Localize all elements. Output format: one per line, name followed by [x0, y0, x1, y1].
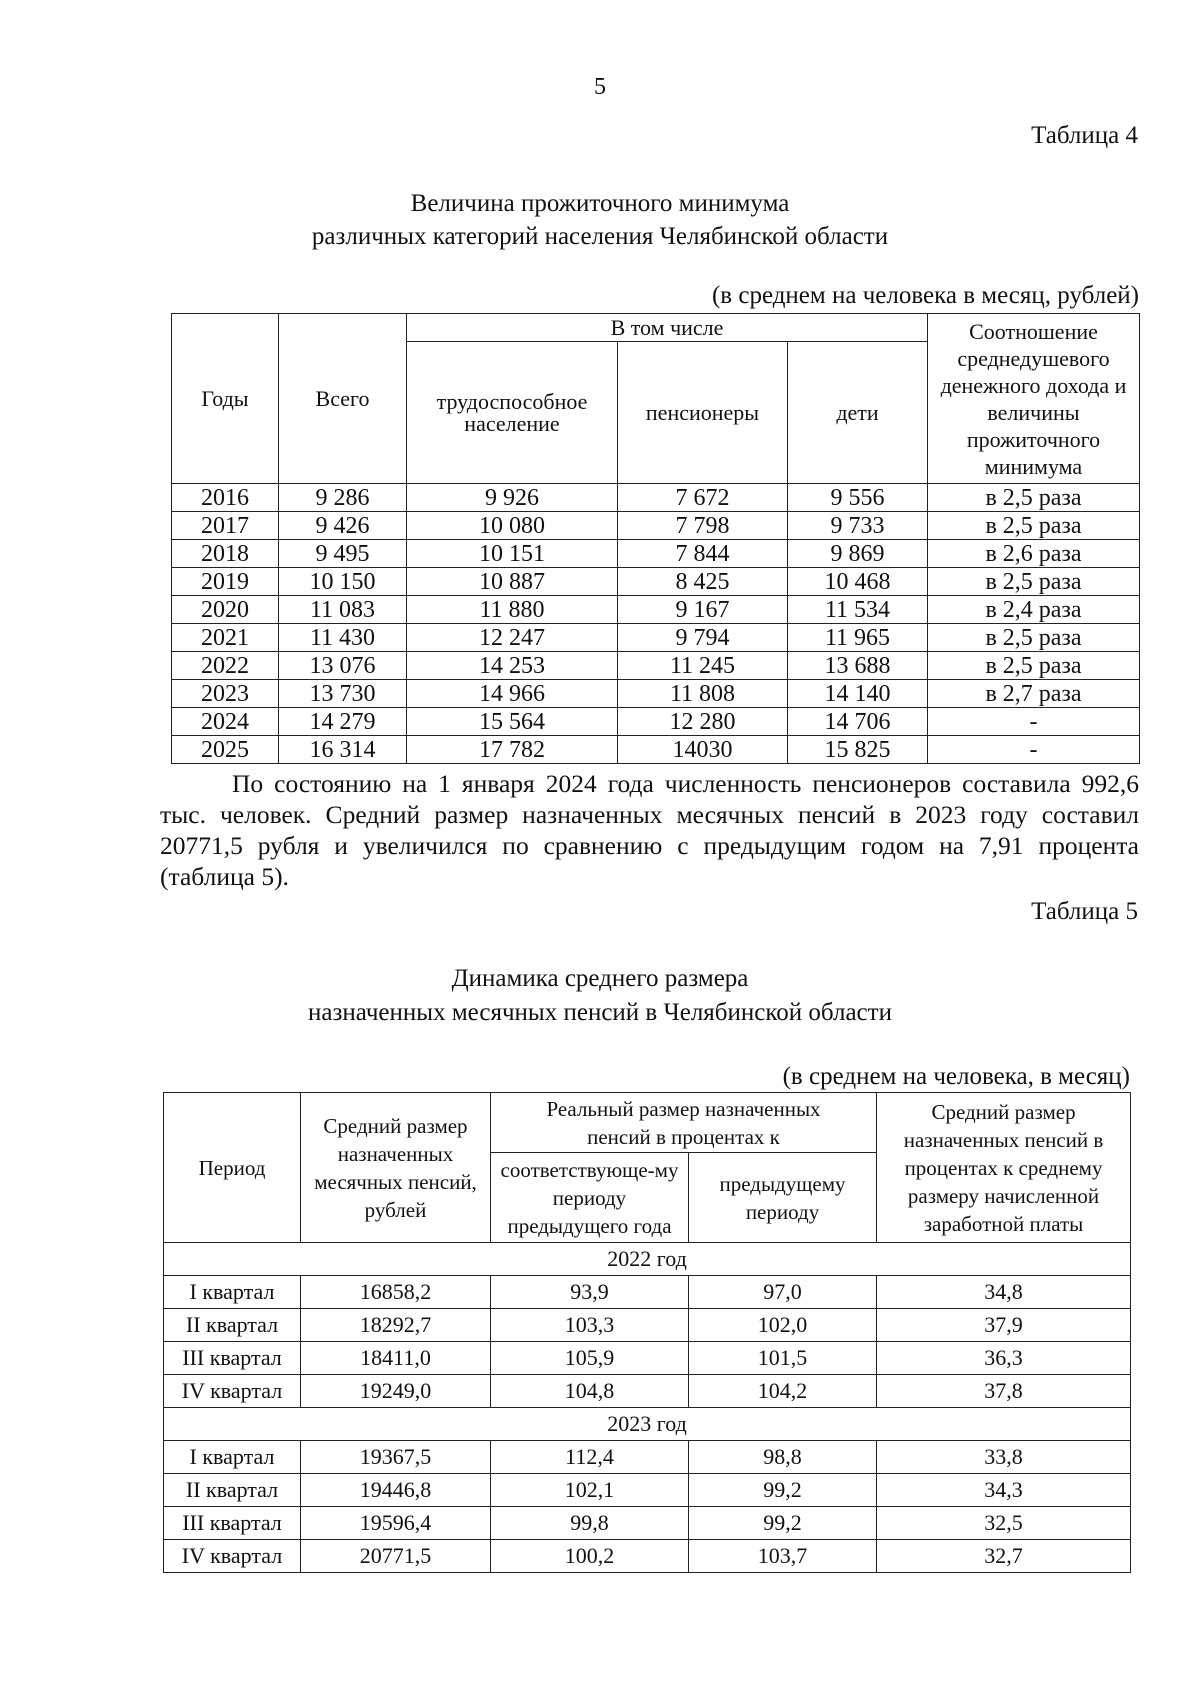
prev-period-cell: 103,7 — [689, 1540, 877, 1573]
period-cell: II квартал — [164, 1474, 301, 1507]
working-cell: 15 564 — [407, 708, 618, 736]
working-cell: 11 880 — [407, 596, 618, 624]
body-paragraph — [160, 768, 1139, 892]
prev-period-cell: 97,0 — [689, 1276, 877, 1309]
children-cell: 15 825 — [788, 736, 928, 764]
year-cell: 2022 — [172, 652, 279, 680]
working-cell: 9 926 — [407, 484, 618, 512]
ratio-cell: в 2,6 раза — [928, 540, 1140, 568]
salary-pct-cell: 36,3 — [877, 1342, 1131, 1375]
children-cell: 11 965 — [788, 624, 928, 652]
section-label: 2022 год — [164, 1243, 1131, 1276]
salary-pct-cell: 37,9 — [877, 1309, 1131, 1342]
year-cell: 2021 — [172, 624, 279, 652]
total-cell: 11 083 — [279, 596, 407, 624]
pensioners-cell: 8 425 — [618, 568, 788, 596]
same-period-cell: 103,3 — [491, 1309, 689, 1342]
ratio-cell: в 2,7 раза — [928, 680, 1140, 708]
salary-pct-cell: 34,3 — [877, 1474, 1131, 1507]
salary-pct-cell: 33,8 — [877, 1441, 1131, 1474]
same-period-cell: 93,9 — [491, 1276, 689, 1309]
pensioners-cell: 11 808 — [618, 680, 788, 708]
period-cell: IV квартал — [164, 1540, 301, 1573]
table-row — [164, 1375, 1131, 1408]
prev-period-cell: 102,0 — [689, 1309, 877, 1342]
period-cell: I квартал — [164, 1441, 301, 1474]
avg-cell: 18411,0 — [301, 1342, 491, 1375]
total-cell: 13 730 — [279, 680, 407, 708]
table4-header-working: трудоспособное население — [407, 342, 618, 484]
page-number: 5 — [594, 74, 606, 100]
total-cell: 9 426 — [279, 512, 407, 540]
avg-cell: 18292,7 — [301, 1309, 491, 1342]
salary-pct-cell: 34,8 — [877, 1276, 1131, 1309]
table4-header-ratio: Соотношение среднедушевого денежного дохода и величины прожиточного минимума — [928, 314, 1140, 484]
ratio-cell: в 2,5 раза — [928, 568, 1140, 596]
period-cell: II квартал — [164, 1309, 301, 1342]
table-row — [172, 484, 1140, 512]
table-row — [164, 1540, 1131, 1573]
prev-period-cell: 104,2 — [689, 1375, 877, 1408]
table5-header-avg-pension: Средний размер назначенных месячных пенсий, рублей — [301, 1093, 491, 1243]
table-row — [164, 1342, 1131, 1375]
children-cell: 9 869 — [788, 540, 928, 568]
table5-title-line2: назначенных месячных пенсий в Челябинской области — [308, 999, 892, 1026]
avg-cell: 19446,8 — [301, 1474, 491, 1507]
children-cell: 9 556 — [788, 484, 928, 512]
working-cell: 10 151 — [407, 540, 618, 568]
ratio-cell: - — [928, 736, 1140, 764]
table-row — [164, 1309, 1131, 1342]
children-cell: 13 688 — [788, 652, 928, 680]
total-cell: 9 495 — [279, 540, 407, 568]
children-cell: 10 468 — [788, 568, 928, 596]
table4-units: (в среднем на человека в месяц, рублей) — [711, 282, 1139, 309]
prev-period-cell: 98,8 — [689, 1441, 877, 1474]
children-cell: 9 733 — [788, 512, 928, 540]
table-row — [172, 708, 1140, 736]
children-cell: 11 534 — [788, 596, 928, 624]
table4-title-line1: Величина прожиточного минимума — [410, 190, 790, 217]
pensioners-cell: 7 798 — [618, 512, 788, 540]
children-cell: 14 706 — [788, 708, 928, 736]
pensioners-cell: 9 167 — [618, 596, 788, 624]
year-cell: 2023 — [172, 680, 279, 708]
same-period-cell: 104,8 — [491, 1375, 689, 1408]
table-row — [172, 736, 1140, 764]
total-cell: 11 430 — [279, 624, 407, 652]
table4-header-years: Годы — [172, 314, 279, 484]
table-row — [164, 1474, 1131, 1507]
year-cell: 2016 — [172, 484, 279, 512]
avg-cell: 16858,2 — [301, 1276, 491, 1309]
table5-header-prev-period: предыдущему периоду — [689, 1153, 877, 1243]
salary-pct-cell: 32,7 — [877, 1540, 1131, 1573]
table4-header-children: дети — [788, 342, 928, 484]
total-cell: 14 279 — [279, 708, 407, 736]
table-row — [164, 1507, 1131, 1540]
same-period-cell: 112,4 — [491, 1441, 689, 1474]
ratio-cell: в 2,4 раза — [928, 596, 1140, 624]
year-cell: 2020 — [172, 596, 279, 624]
avg-cell: 19367,5 — [301, 1441, 491, 1474]
pensioners-cell: 7 844 — [618, 540, 788, 568]
section-row — [164, 1243, 1131, 1276]
working-cell: 12 247 — [407, 624, 618, 652]
table5-header-pct-salary: Средний размер назначенных пенсий в процентах к среднему размеру начисленной заработной платы — [877, 1093, 1131, 1243]
total-cell: 13 076 — [279, 652, 407, 680]
total-cell: 10 150 — [279, 568, 407, 596]
ratio-cell: в 2,5 раза — [928, 484, 1140, 512]
pensioners-cell: 9 794 — [618, 624, 788, 652]
working-cell: 14 253 — [407, 652, 618, 680]
year-cell: 2025 — [172, 736, 279, 764]
year-cell: 2017 — [172, 512, 279, 540]
children-cell: 14 140 — [788, 680, 928, 708]
prev-period-cell: 99,2 — [689, 1474, 877, 1507]
table-row — [172, 652, 1140, 680]
year-cell: 2019 — [172, 568, 279, 596]
table-row — [164, 1276, 1131, 1309]
table5-header-period: Период — [164, 1093, 301, 1243]
avg-cell: 20771,5 — [301, 1540, 491, 1573]
ratio-cell: в 2,5 раза — [928, 512, 1140, 540]
year-cell: 2024 — [172, 708, 279, 736]
working-cell: 10 887 — [407, 568, 618, 596]
pensioners-cell: 11 245 — [618, 652, 788, 680]
ratio-cell: в 2,5 раза — [928, 624, 1140, 652]
table4-header-total: Всего — [279, 314, 407, 484]
table5-header-real-size: Реальный размер назначенных пенсий в процентах к — [491, 1093, 877, 1153]
table5-header-same-period: соответствующе-му периоду предыдущего года — [491, 1153, 689, 1243]
same-period-cell: 99,8 — [491, 1507, 689, 1540]
table-row — [172, 540, 1140, 568]
table-row — [172, 512, 1140, 540]
table-row — [164, 1441, 1131, 1474]
table-row — [172, 624, 1140, 652]
working-cell: 17 782 — [407, 736, 618, 764]
paragraph-text: По состоянию на 1 января 2024 года численность пенсионеров составила 992,6 тыс. человек. Средний размер назначенных месячных пенсий в 2023 году составил 20771,5 рубля и увеличился по сравнению с предыдущим годом на 7,91 процента (таблица 5). — [160, 769, 1139, 891]
pensioners-cell: 14030 — [618, 736, 788, 764]
year-cell: 2018 — [172, 540, 279, 568]
salary-pct-cell: 37,8 — [877, 1375, 1131, 1408]
table4-caption: Таблица 4 — [1031, 122, 1138, 149]
same-period-cell: 100,2 — [491, 1540, 689, 1573]
section-label: 2023 год — [164, 1408, 1131, 1441]
pensioners-cell: 7 672 — [618, 484, 788, 512]
ratio-cell: - — [928, 708, 1140, 736]
table4-header-pensioners: пенсионеры — [618, 342, 788, 484]
table4-header-including: В том числе — [407, 314, 928, 342]
total-cell: 16 314 — [279, 736, 407, 764]
avg-cell: 19249,0 — [301, 1375, 491, 1408]
table5 — [163, 1092, 1131, 1573]
section-row — [164, 1408, 1131, 1441]
prev-period-cell: 101,5 — [689, 1342, 877, 1375]
table-row — [172, 568, 1140, 596]
salary-pct-cell: 32,5 — [877, 1507, 1131, 1540]
working-cell: 14 966 — [407, 680, 618, 708]
same-period-cell: 105,9 — [491, 1342, 689, 1375]
avg-cell: 19596,4 — [301, 1507, 491, 1540]
table-row — [172, 596, 1140, 624]
ratio-cell: в 2,5 раза — [928, 652, 1140, 680]
period-cell: IV квартал — [164, 1375, 301, 1408]
period-cell: III квартал — [164, 1507, 301, 1540]
table4 — [171, 313, 1140, 764]
pensioners-cell: 12 280 — [618, 708, 788, 736]
period-cell: III квартал — [164, 1342, 301, 1375]
table5-caption: Таблица 5 — [1031, 898, 1138, 925]
same-period-cell: 102,1 — [491, 1474, 689, 1507]
prev-period-cell: 99,2 — [689, 1507, 877, 1540]
table4-title-line2: различных категорий населения Челябинской области — [311, 223, 889, 250]
period-cell: I квартал — [164, 1276, 301, 1309]
total-cell: 9 286 — [279, 484, 407, 512]
working-cell: 10 080 — [407, 512, 618, 540]
table-row — [172, 680, 1140, 708]
table5-units: (в среднем на человека, в месяц) — [782, 1063, 1130, 1090]
table5-title-line1: Динамика среднего размера — [451, 965, 749, 992]
